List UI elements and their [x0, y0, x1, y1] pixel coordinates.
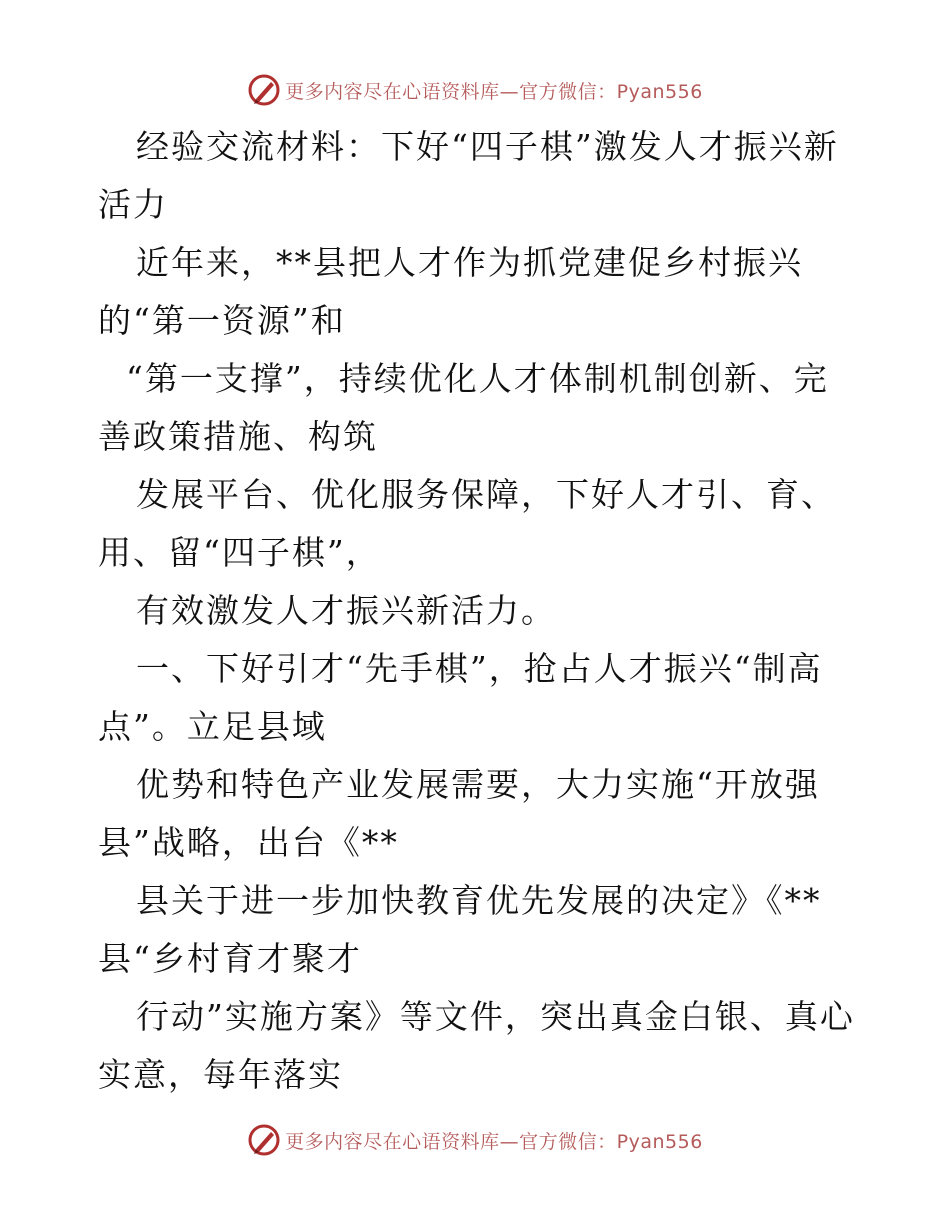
header-banner: [0, 70, 950, 110]
section-heading-line: 一、下好引才“先手棋”，抢占人才振兴“制高: [136, 649, 823, 688]
paragraph-line: “第一支撑”，持续优化人才体制机制创新、完: [126, 359, 829, 398]
paragraph-line: 点”。立足县域: [98, 707, 327, 746]
pen-logo-icon: [247, 1123, 281, 1157]
paragraph-line: 近年来，**县把人才作为抓党建促乡村振兴: [136, 243, 803, 282]
footer-banner-text: 更多内容尽在心语资料库—官方微信：Pyan556: [285, 1130, 703, 1153]
paragraph-line: 优势和特色产业发展需要，大力实施“开放强: [136, 765, 820, 804]
paragraph-line: 发展平台、优化服务保障，下好人才引、育、: [136, 475, 836, 514]
header-banner-text: 更多内容尽在心语资料库—官方微信：Pyan556: [285, 80, 703, 103]
paragraph-line: 的“第一资源”和: [98, 301, 346, 340]
paragraph-line: 县”战略，出台《**: [98, 823, 399, 862]
footer-banner: [0, 1120, 950, 1160]
paragraph-line: 实意，每年落实: [98, 1055, 343, 1094]
paragraph-line: 县关于进一步加快教育优先发展的决定》《**: [136, 881, 822, 920]
paragraph-line: 行动”实施方案》等文件，突出真金白银、真心: [136, 997, 855, 1036]
pen-logo-icon: [247, 73, 281, 107]
paragraph-line: 用、留“四子棋”，: [98, 533, 381, 572]
paragraph-line: 有效激发人才振兴新活力。: [136, 591, 556, 630]
paragraph-line: 善政策措施、构筑: [98, 417, 378, 456]
document-body: [98, 118, 858, 1104]
title-line-1: 经验交流材料：下好“四子棋”激发人才振兴新: [136, 127, 839, 166]
paragraph-line: 县“乡村育才聚才: [98, 939, 362, 978]
title-line-2: 活力: [98, 185, 168, 224]
